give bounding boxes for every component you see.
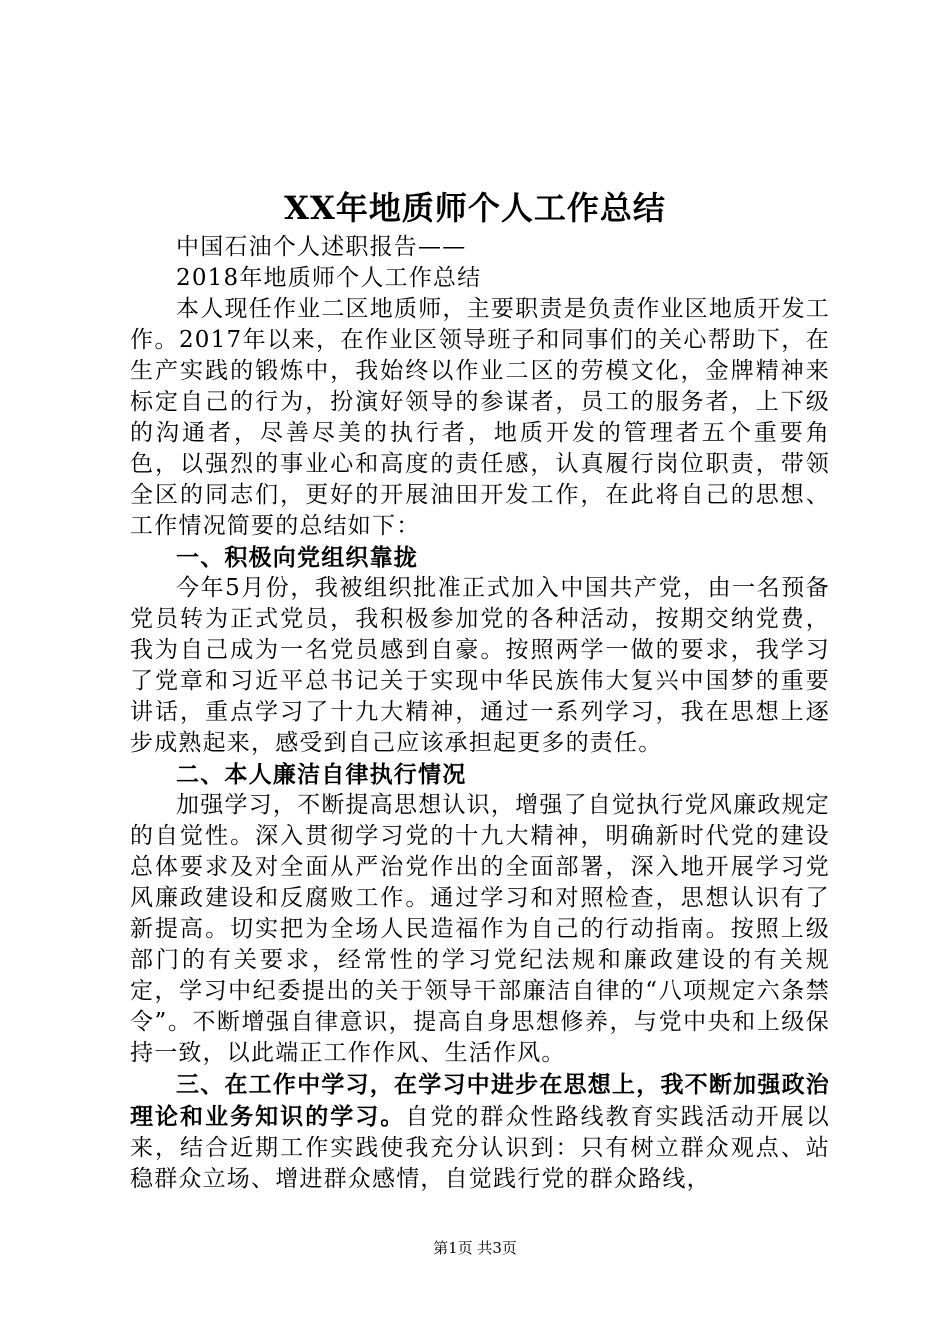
page-number: 第1页 共3页 — [433, 1239, 517, 1257]
section-heading-1: 一、积极向党组织靠拢 — [176, 544, 418, 571]
paragraph-section-1: 今年5月份，我被组织批准正式加入中国共产党，由一名预备党员转为正式党员，我积极参加党的各种活动，按期交纳党费，我为自己成为一名党员感到自豪。按照两学一做的要求，我学习了党章和习近平总书记关于实现中华民族伟大复兴中国梦的重要讲话，重点学习了十九大精神，通过一系列学习，我在思想上逐步成熟起来，感受到自己应该承担起更多的责任。 — [130, 575, 830, 756]
paragraph-subtitle-1: 中国石油个人述职报告—— — [176, 234, 467, 260]
section-heading-2: 二、本人廉洁自律执行情况 — [176, 761, 467, 788]
document-title: XX年地质师个人工作总结 — [284, 189, 666, 227]
paragraph-subtitle-2: 2018年地质师个人工作总结 — [176, 265, 482, 291]
paragraph-section-3-text: 自党的群众性路线教育实践活动开展以来，结合近期工作实践使我充分认识到：只有树立群众观点、站稳群众立场、增进群众感情，自觉践行党的群众路线， — [130, 1104, 830, 1192]
paragraph-intro: 本人现任作业二区地质师，主要职责是负责作业区地质开发工作。2017年以来，在作业区领导班子和同事们的关心帮助下，在生产实践的锻炼中，我始终以作业二区的劳模文化，金牌精神来标定自己的行为，扮演好领导的参谋者，员工的服务者，上下级的沟通者，尽善尽美的执行者，地质开发的管理者五个重要角色，以强烈的事业心和高度的责任感，认真履行岗位职责，带领全区的同志们，更好的开展油田开发工作，在此将自己的思想、工作情况简要的总结如下： — [130, 296, 830, 539]
paragraph-section-2: 加强学习，不断提高思想认识，增强了自觉执行党风廉政规定的自觉性。深入贯彻学习党的十九大精神，明确新时代党的建设总体要求及对全面从严治党作出的全面部署，深入地开展学习党风廉政建设和反腐败工作。通过学习和对照检查，思想认识有了新提高。切实把为全场人民造福作为自己的行动指南。按照上级部门的有关要求，经常性的学习党纪法规和廉政建设的有关规定，学习中纪委提出的关于领导干部廉洁自律的“八项规定六条禁令”。不断增强自律意识，提高自身思想修养，与党中央和上级保持一致，以此端正工作作风、生活作风。 — [130, 792, 830, 1066]
section-heading-3: 三、在工作中学习，在学习中进步在思想上，我不断加强政治理论和业务知识的学习。 — [130, 1071, 830, 1130]
document-body — [130, 232, 830, 1195]
paragraph-section-3 — [130, 1069, 830, 1195]
